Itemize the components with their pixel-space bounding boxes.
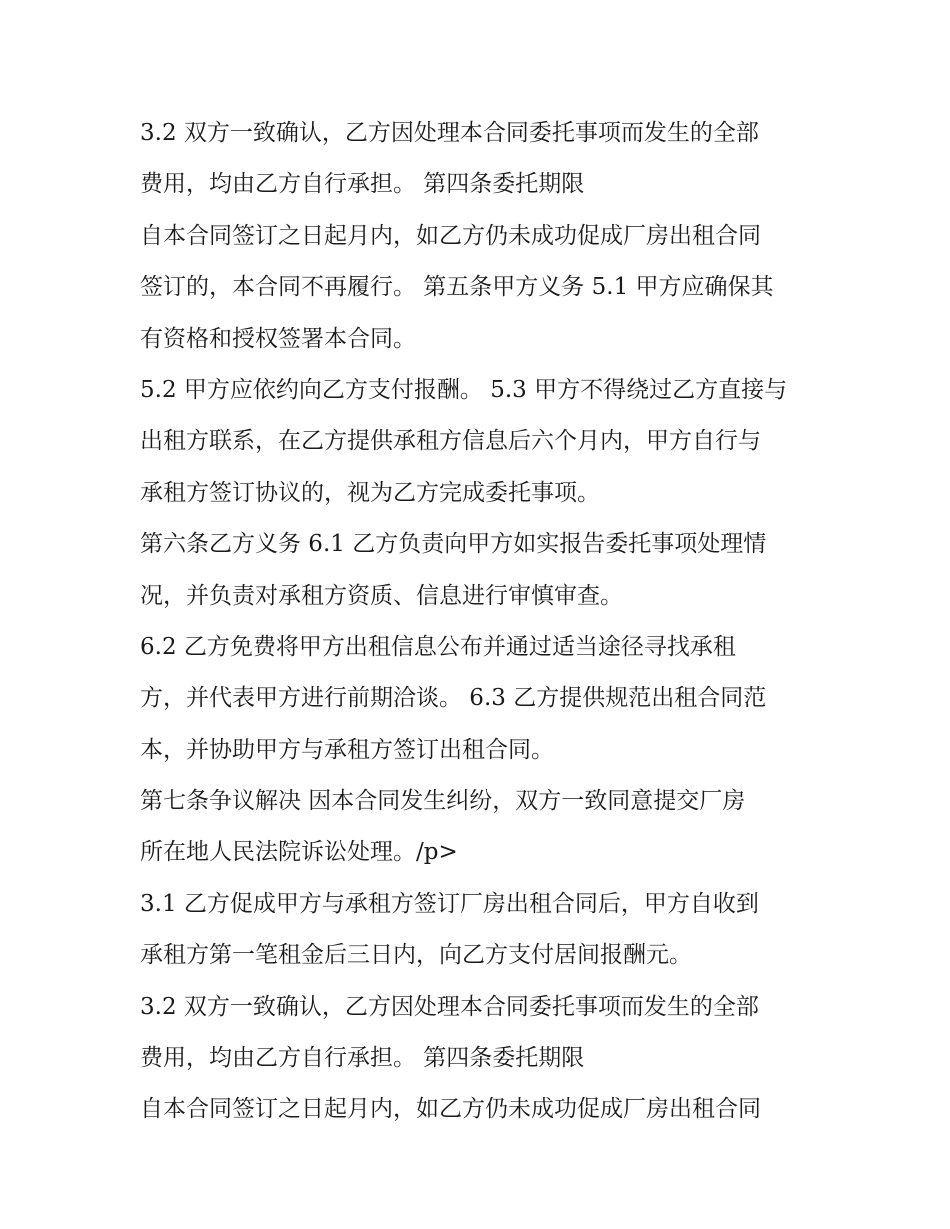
text-line: 有资格和授权签署本合同。 [140, 325, 416, 352]
text-line: 所在地人民法院诉讼处理。/p> [140, 839, 458, 866]
text-line: 况，并负责对承租方资质、信息进行审慎审查。 [140, 582, 623, 609]
contract-text-body [140, 108, 830, 1136]
text-line: 3.2 双方一致确认，乙方因处理本合同委托事项而发生的全部 [140, 120, 759, 146]
text-line: 方，并代表甲方进行前期洽谈。 6.3 乙方提供规范出租合同范 [140, 685, 767, 712]
text-line: 承租方签订协议的，视为乙方完成委托事项。 [140, 479, 600, 506]
text-line: 费用，均由乙方自行承担。 第四条委托期限 [140, 171, 585, 198]
text-line: 自本合同签订之日起月内，如乙方仍未成功促成厂房出租合同 [140, 1096, 761, 1123]
text-line: 5.2 甲方应依约向乙方支付报酬。 5.3 甲方不得绕过乙方直接与 [140, 376, 788, 403]
text-line: 第六条乙方义务 6.1 乙方负责向甲方如实报告委托事项处理情 [140, 531, 767, 558]
text-line: 承租方第一笔租金后三日内，向乙方支付居间报酬元。 [140, 942, 692, 969]
text-line: 签订的，本合同不再履行。 第五条甲方义务 5.1 甲方应确保其 [140, 274, 774, 301]
text-line: 出租方联系，在乙方提供承租方信息后六个月内，甲方自行与 [140, 428, 761, 455]
text-line: 自本合同签订之日起月内，如乙方仍未成功促成厂房出租合同 [140, 222, 761, 249]
text-line: 本，并协助甲方与承租方签订出租合同。 [140, 736, 554, 763]
text-line: 第七条争议解决 因本合同发生纠纷，双方一致同意提交厂房 [140, 788, 746, 815]
text-line: 6.2 乙方免费将甲方出租信息公布并通过适当途径寻找承租 [140, 633, 736, 660]
text-line: 3.1 乙方促成甲方与承租方签订厂房出租合同后，甲方自收到 [140, 890, 759, 917]
text-line: 3.2 双方一致确认，乙方因处理本合同委托事项而发生的全部 [140, 993, 759, 1020]
text-line: 费用，均由乙方自行承担。 第四条委托期限 [140, 1045, 585, 1072]
